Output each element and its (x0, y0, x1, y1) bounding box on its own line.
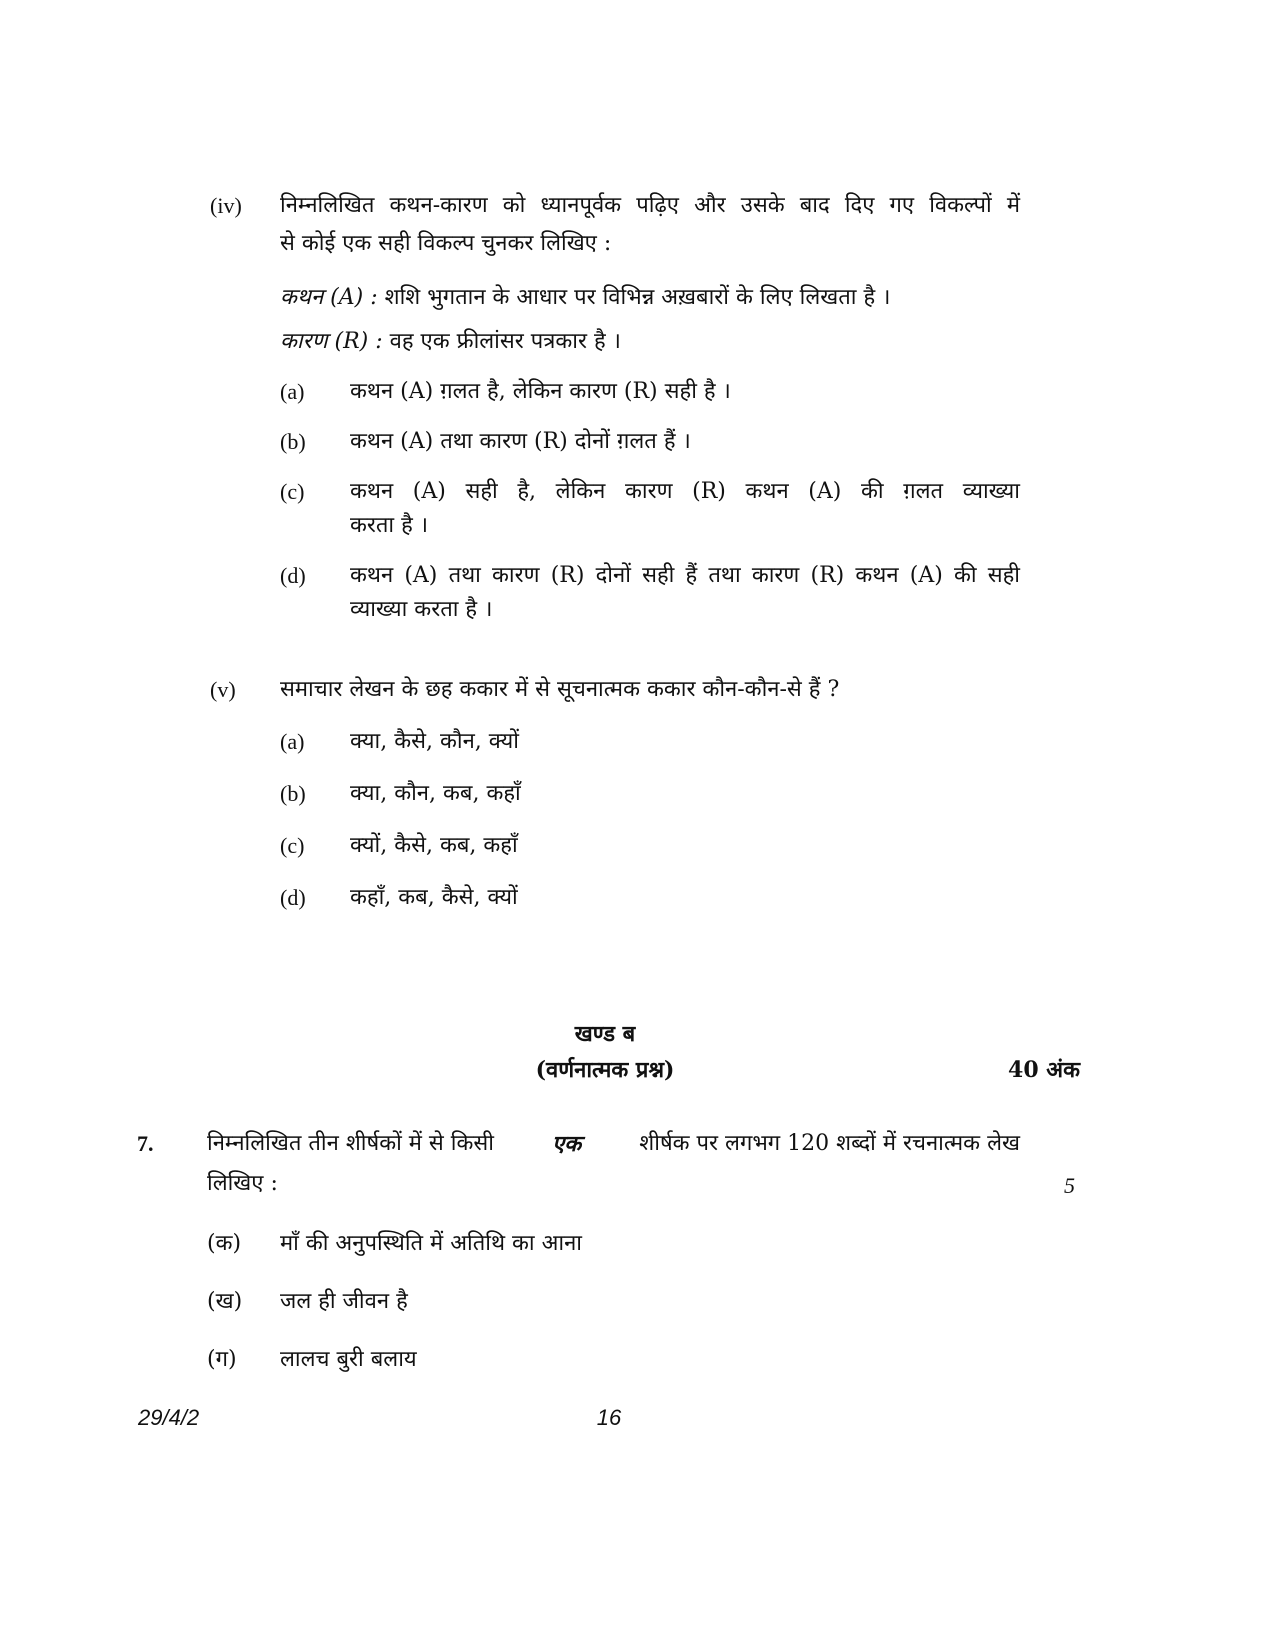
q-iv-option-text: कथन (A) तथा कारण (R) दोनों ग़लत हैं । (350, 429, 691, 454)
q7-number: 7. (137, 1131, 154, 1156)
q-v-option-text: कहाँ, कब, कैसे, क्यों (350, 885, 518, 910)
q-v-option-label: (d) (280, 885, 306, 910)
q-v-option-label: (c) (280, 833, 305, 858)
section-marks: 40 अंक (1008, 1057, 1080, 1083)
q-v-text: समाचार लेखन के छह ककार में से सूचनात्मक ककार कौन-कौन-से हैं ? (280, 677, 840, 702)
q7-text-start: निम्नलिखित तीन शीर्षकों में से किसी (207, 1131, 494, 1156)
q-v-option-text: क्यों, कैसे, कब, कहाँ (350, 833, 518, 858)
q-iv-number: (iv) (210, 193, 242, 218)
q7-marks: 5 (1064, 1173, 1075, 1198)
page-number: 16 (596, 1405, 622, 1430)
q-iv-option-text-cont: करता है । (350, 513, 429, 538)
q-iv-line2: से कोई एक सही विकल्प चुनकर लिखिए : (280, 231, 612, 256)
q7-topic-text: लालच बुरी बलाय (280, 1347, 417, 1372)
q7-line2: लिखिए : (207, 1171, 278, 1196)
q7-topic-text: जल ही जीवन है (280, 1289, 408, 1314)
q-iv-option-text: कथन (A) तथा कारण (R) दोनों सही हैं तथा कारण (R) कथन (A) की सही (350, 563, 1020, 588)
paper-code: 29/4/2 (138, 1405, 200, 1430)
q-iv-option-text: कथन (A) ग़लत है, लेकिन कारण (R) सही है । (350, 379, 731, 404)
q-v-option-label: (b) (280, 781, 306, 806)
q-iv-option-label: (a) (280, 379, 305, 404)
q-iv-option-text: कथन (A) सही है, लेकिन कारण (R) कथन (A) की ग़लत व्याख्या (350, 479, 1020, 504)
reason-label: कारण (R) : (280, 329, 383, 354)
section-subtitle: (वर्णनात्मक प्रश्न) (535, 1057, 675, 1083)
assertion (280, 282, 891, 314)
q7-text-rest: शीर्षक पर लगभग 120 शब्दों में रचनात्मक लेख (639, 1131, 1020, 1156)
assertion-text: शशि भुगतान के आधार पर विभिन्न अख़बारों के लिए लिखता है । (384, 285, 891, 310)
q7-topic-label: (ग) (207, 1347, 237, 1372)
assertion-label: कथन (A) : (280, 285, 378, 310)
q7-topic-label: (क) (207, 1231, 242, 1256)
q-iv-option-label: (d) (280, 563, 306, 588)
q-v-option-text: क्या, कैसे, कौन, क्यों (350, 729, 519, 754)
q7-line1 (207, 1128, 1020, 1160)
q7-topic-label: (ख) (207, 1289, 243, 1314)
q-iv-option-label: (c) (280, 479, 305, 504)
section-title: खण्ड ब (574, 1021, 636, 1047)
q-iv-option-label: (b) (280, 429, 306, 454)
q-iv-line1: निम्नलिखित कथन-कारण को ध्यानपूर्वक पढ़िए और उसके बाद दिए गए विकल्पों में (280, 193, 1020, 218)
reason-text: वह एक फ्रीलांसर पत्रकार है । (389, 329, 621, 354)
q-v-option-label: (a) (280, 729, 305, 754)
reason (280, 326, 621, 358)
q7-emphasis: एक (552, 1131, 582, 1157)
q-iv-option-text-cont: व्याख्या करता है । (350, 597, 493, 622)
q-v-option-text: क्या, कौन, कब, कहाँ (350, 781, 521, 806)
q7-topic-text: माँ की अनुपस्थिति में अतिथि का आना (280, 1231, 582, 1256)
q-v-number: (v) (210, 677, 236, 702)
